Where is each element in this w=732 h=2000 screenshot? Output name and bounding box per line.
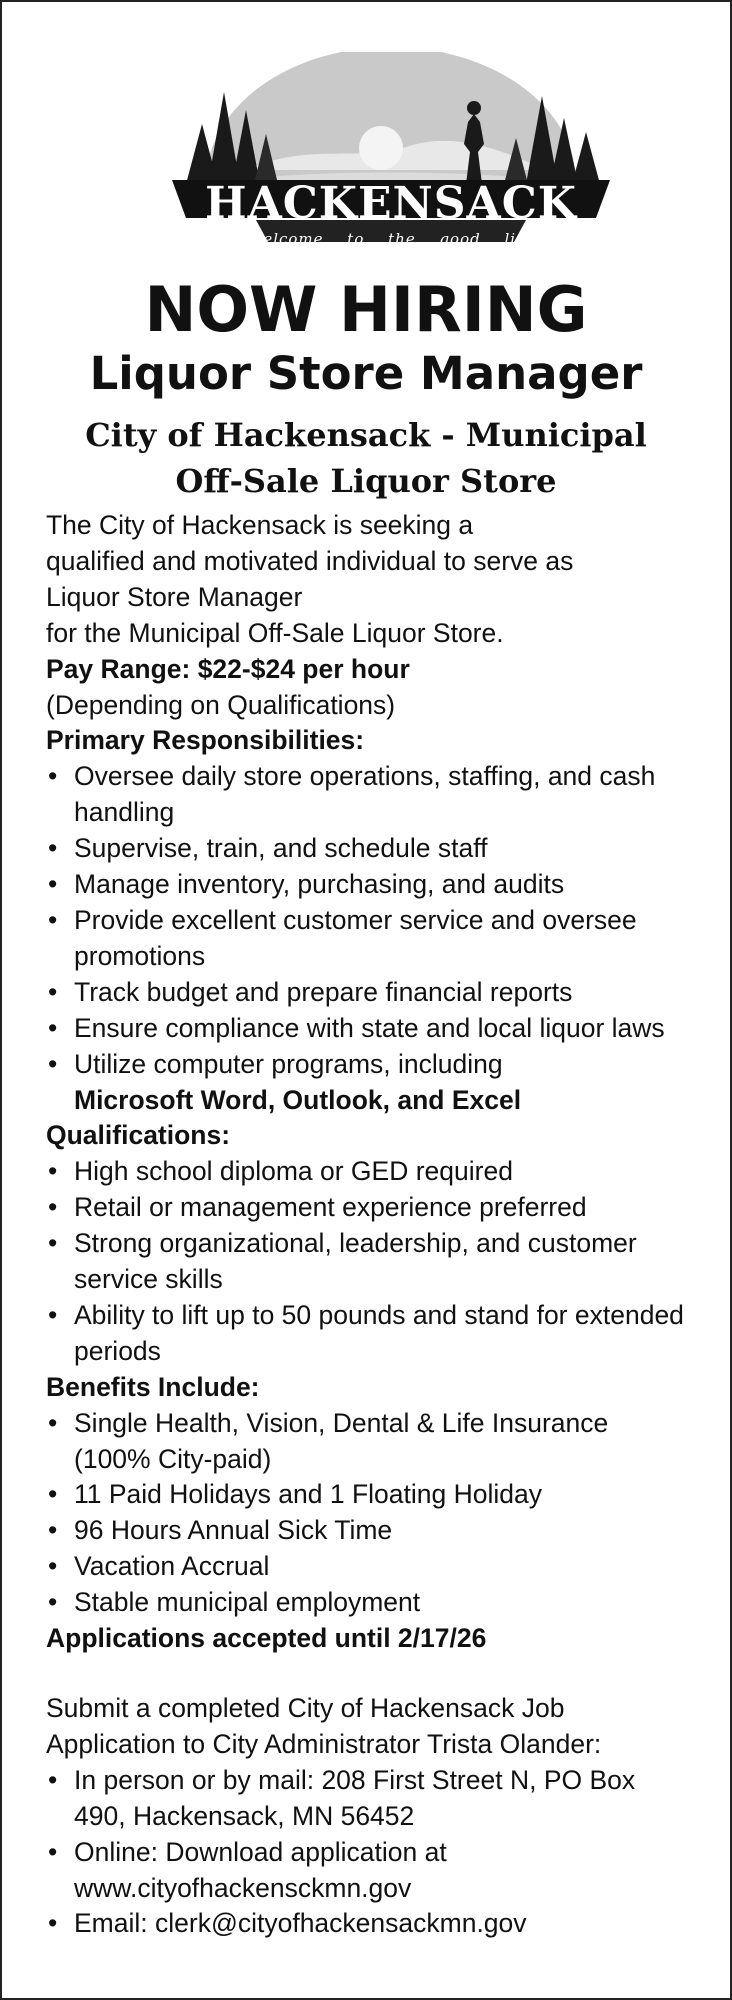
list-item: • High school diploma or GED required bbox=[46, 1154, 686, 1190]
posting-body bbox=[46, 508, 686, 1942]
list-item: • Ability to lift up to 50 pounds and stand for extended periods bbox=[48, 1299, 684, 1366]
responsibilities-list bbox=[46, 759, 686, 1118]
list-item: • Track budget and prepare financial reports bbox=[46, 975, 686, 1011]
list-item: • Manage inventory, purchasing, and audits bbox=[46, 867, 686, 903]
list-item: • Oversee daily store operations, staffing, and cash handling bbox=[48, 761, 656, 828]
bullet-icon: • bbox=[48, 1012, 58, 1043]
bullet-icon: • bbox=[48, 1048, 58, 1079]
qualifications-heading: Qualifications: bbox=[46, 1120, 231, 1151]
list-item: • Ensure compliance with state and local liquor laws bbox=[46, 1011, 686, 1047]
bullet-icon: • bbox=[48, 1836, 58, 1867]
list-item: • Retail or management experience preferred bbox=[46, 1190, 686, 1226]
bullet-icon: • bbox=[48, 1764, 58, 1795]
intro-line: for the Municipal Off-Sale Liquor Store. bbox=[46, 617, 504, 648]
application-deadline: Applications accepted until 2/17/26 bbox=[46, 1623, 487, 1654]
bullet-icon: • bbox=[48, 833, 58, 864]
intro-line: Liquor Store Manager bbox=[46, 581, 303, 612]
organization-line-2: Off-Sale Liquor Store bbox=[175, 462, 557, 500]
bullet-icon: • bbox=[48, 1228, 58, 1259]
benefits-heading: Benefits Include: bbox=[46, 1371, 260, 1402]
logo-title: HACKENSACK bbox=[205, 178, 577, 229]
bullet-icon: • bbox=[48, 1479, 58, 1510]
list-item: • Online: Download application at www.cityofhackensckmn.gov bbox=[48, 1836, 447, 1903]
submit-intro-line-1: Submit a completed City of Hackensack Job bbox=[46, 1693, 565, 1723]
qualifications-list bbox=[46, 1154, 686, 1369]
intro-line: qualified and motivated individual to serve as bbox=[46, 545, 574, 576]
bullet-icon: • bbox=[48, 1156, 58, 1187]
list-item: • Vacation Accrual bbox=[46, 1549, 686, 1585]
position-title: Liquor Store Manager bbox=[89, 347, 643, 400]
logo-tagline: welcome to the good life bbox=[249, 230, 533, 248]
list-item: • In person or by mail: 208 First Street N, PO Box 490, Hackensack, MN 56452 bbox=[48, 1764, 636, 1831]
submit-intro-line-2: Application to City Administrator Trista Olander: bbox=[46, 1728, 602, 1759]
pay-range: Pay Range: $22-$24 per hour bbox=[46, 653, 410, 684]
bullet-icon: • bbox=[48, 1587, 58, 1618]
spacer bbox=[46, 1657, 686, 1691]
bullet-icon: • bbox=[48, 1551, 58, 1582]
responsibilities-heading: Primary Responsibilities: bbox=[46, 725, 365, 756]
list-item: • 96 Hours Annual Sick Time bbox=[46, 1513, 686, 1549]
list-item: • Provide excellent customer service and oversee promotions bbox=[48, 904, 637, 971]
list-item: • Supervise, train, and schedule staff bbox=[46, 831, 686, 867]
bullet-icon: • bbox=[48, 1515, 58, 1546]
submission-methods-list bbox=[46, 1763, 686, 1943]
list-item: • Utilize computer programs, including Microsoft Word, Outlook, and Excel bbox=[48, 1048, 522, 1115]
list-item: • Email: clerk@cityofhackensackmn.gov bbox=[46, 1906, 686, 1942]
headline: NOW HIRING bbox=[144, 273, 588, 346]
list-item: • Strong organizational, leadership, and customer service skills bbox=[48, 1228, 637, 1295]
intro-line: The City of Hackensack is seeking a bbox=[46, 510, 474, 540]
software-list: Microsoft Word, Outlook, and Excel bbox=[74, 1084, 522, 1115]
bullet-icon: • bbox=[48, 1192, 58, 1223]
bullet-icon: • bbox=[48, 904, 58, 935]
list-item: • Single Health, Vision, Dental & Life Insurance (100% City-paid) bbox=[48, 1407, 609, 1474]
city-logo bbox=[46, 2, 686, 254]
bullet-icon: • bbox=[48, 1407, 58, 1438]
pay-note: (Depending on Qualifications) bbox=[46, 689, 396, 720]
list-item: • 11 Paid Holidays and 1 Floating Holiday bbox=[46, 1477, 686, 1513]
organization-name bbox=[46, 412, 686, 504]
organization-line-1: City of Hackensack - Municipal bbox=[85, 416, 647, 454]
bullet-icon: • bbox=[48, 761, 58, 792]
list-item: • Stable municipal employment bbox=[46, 1585, 686, 1621]
bullet-icon: • bbox=[48, 976, 58, 1007]
benefits-list bbox=[46, 1406, 686, 1621]
bullet-icon: • bbox=[48, 1908, 58, 1939]
bullet-icon: • bbox=[48, 1299, 58, 1330]
bullet-icon: • bbox=[48, 869, 58, 900]
